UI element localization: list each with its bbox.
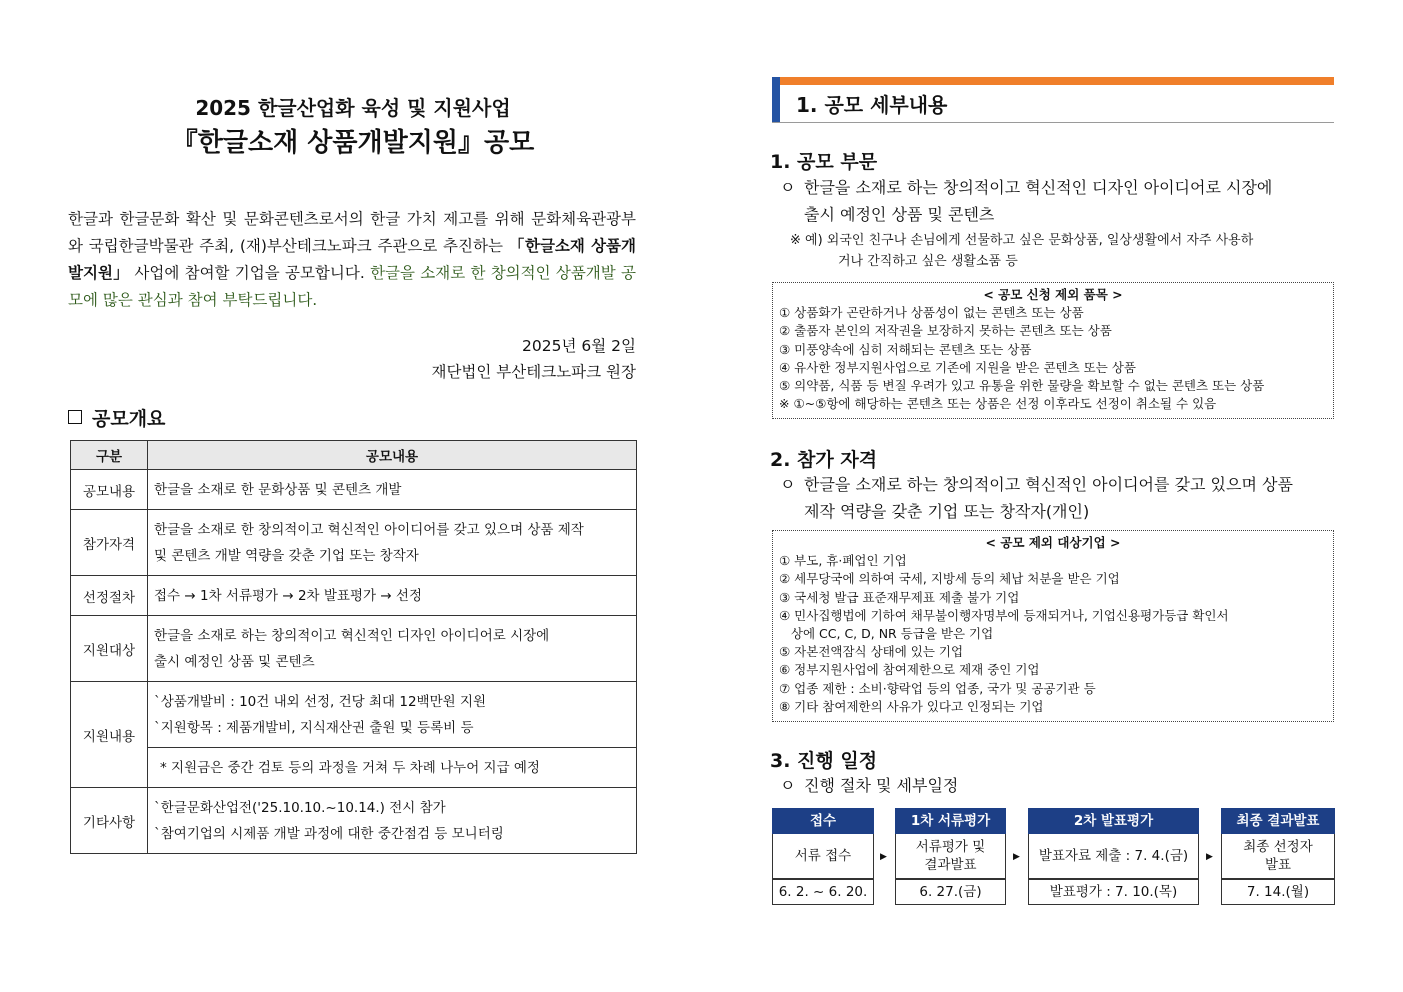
- schedule-step-final: [1221, 808, 1335, 905]
- list-item: ⑤ 자본전액잠식 상태에 있는 기업: [779, 644, 964, 660]
- note-line: ※ 예) 외국인 친구나 손님에게 선물하고 싶은 문화상품, 일상생활에서 자주 사용하: [790, 233, 1254, 248]
- list-item: 상에 CC, C, D, NR 등급을 받은 기업: [779, 626, 994, 642]
- row-value-line: 및 콘텐츠 개발 역량을 갖춘 기업 또는 창작자: [154, 547, 419, 564]
- list-item: ⑤ 의약품, 식품 등 변질 우려가 있고 유통을 위한 물량을 확보할 수 없는 콘텐츠 또는 상품: [779, 378, 1265, 394]
- list-item: ② 세무당국에 의하여 국세, 지방세 등의 체납 처분을 받은 기업: [779, 571, 1120, 587]
- step-body-line: 최종 선정자: [1243, 839, 1313, 855]
- step-header: 최종 결과발표: [1221, 808, 1335, 834]
- announcement-date: 2025년 6월 2일: [522, 337, 636, 355]
- step-date: 7. 14.(월): [1221, 879, 1335, 905]
- list-item: ③ 미풍양속에 심히 저해되는 콘텐츠 또는 상품: [779, 341, 1032, 357]
- list-item: ④ 민사집행법에 기하여 채무불이행자명부에 등재되거나, 기업신용평가등급 확인서: [779, 607, 1229, 623]
- arrow-right-icon: ▶: [1013, 852, 1020, 862]
- list-item: ⑦ 업종 제한 : 소비·향락업 등의 업종, 국가 및 공공기관 등: [779, 680, 1096, 696]
- list-item: ⑥ 정부지원사업에 참여제한으로 제재 중인 기업: [779, 662, 1040, 678]
- example-note: [790, 230, 1338, 272]
- box-title: < 공모 제외 대상기업 >: [985, 535, 1121, 550]
- organization-name: 재단법인 부산테크노파크 원장: [431, 363, 636, 381]
- row-value-line: ˋ상품개발비 : 10건 내외 선정, 건당 최대 12백만원 지원: [154, 693, 487, 710]
- excluded-items-box: [772, 282, 1334, 419]
- row-key: 지원대상: [71, 616, 148, 682]
- square-bullet-icon: [68, 410, 82, 424]
- doc-title-line1: 2025 한글산업화 육성 및 지원사업: [195, 96, 511, 120]
- subsection-2-bullet: [780, 471, 1340, 525]
- section-underline: [772, 122, 1334, 123]
- subsection-heading-3: 3. 진행 일정: [770, 750, 878, 772]
- overview-heading: [68, 404, 165, 431]
- step-body: 서류 접수: [772, 834, 874, 879]
- overview-title: 공모개요: [92, 408, 166, 430]
- table-row: [71, 616, 637, 682]
- intro-part2: 사업에 참여할 기업을 공모합니다.: [129, 264, 371, 282]
- row-value-line: 한글을 소재로 하는 창의적이고 혁신적인 디자인 아이디어로 시장에: [154, 627, 550, 644]
- subsection-1-bullet: [780, 174, 1340, 228]
- row-key: 기타사항: [71, 788, 148, 854]
- list-item: ④ 유사한 정부지원사업으로 기존에 지원을 받은 콘텐츠 또는 상품: [779, 359, 1136, 375]
- doc-title-line2: 『한글소재 상품개발지원』공모: [171, 128, 535, 158]
- list-item: ② 출품자 본인의 저작권을 보장하지 못하는 콘텐츠 또는 상품: [779, 323, 1112, 339]
- list-item: ① 상품화가 곤란하거나 상품성이 없는 콘텐츠 또는 상품: [779, 305, 1084, 321]
- table-row: [71, 576, 637, 616]
- row-value: [148, 510, 637, 576]
- step-body-line: 서류평가 및: [915, 839, 986, 855]
- intro-paragraph: [68, 206, 636, 314]
- step-body-line: 발표: [1264, 857, 1292, 873]
- list-item: ※ ①~⑤항에 해당하는 콘텐츠 또는 상품은 선정 이후라도 선정이 취소될 수 있음: [779, 396, 1217, 412]
- arrow-right-icon: ▶: [1206, 852, 1213, 862]
- bullet-line: 출시 예정인 상품 및 콘텐츠: [804, 205, 995, 224]
- bullet-text: 한글을 소재로 하는 창의적이고 혁신적인 디자인 아이디어로 시장에: [804, 178, 1273, 197]
- row-note: * 지원금은 중간 검토 등의 과정을 거쳐 두 차례 나누어 지급 예정: [148, 748, 637, 788]
- schedule-step-receipt: [772, 808, 874, 905]
- bullet-text: 진행 절차 및 세부일정: [804, 776, 959, 795]
- table-row: [71, 788, 637, 854]
- overview-table: [70, 440, 637, 854]
- table-row: [71, 682, 637, 748]
- table-row: [71, 748, 637, 788]
- row-key: 공모내용: [71, 470, 148, 510]
- bullet-line: [780, 471, 1340, 498]
- step-header: 2차 발표평가: [1028, 808, 1199, 834]
- section-title: 1. 공모 세부내용: [796, 93, 948, 117]
- step-date: 6. 2. ~ 6. 20.: [772, 879, 874, 905]
- list-item: ① 부도, 휴·폐업인 기업: [779, 553, 907, 569]
- table-header-cell: 공모내용: [148, 441, 637, 470]
- step-header: 접수: [772, 808, 874, 834]
- row-value: 한글을 소재로 한 문화상품 및 콘텐츠 개발: [148, 470, 637, 510]
- step-body: [1221, 834, 1335, 879]
- subsection-heading-1: 1. 공모 부문: [770, 151, 878, 173]
- table-row: [71, 470, 637, 510]
- list-item: ⑧ 기타 참여제한의 사유가 있다고 인정되는 기업: [779, 698, 1044, 714]
- list-item: ③ 국세청 발급 표준재무제표 제출 불가 기업: [779, 589, 1020, 605]
- bullet-mark: ㅇ: [780, 178, 796, 197]
- step-body: [895, 834, 1006, 879]
- step-body-line: 결과발표: [924, 857, 977, 873]
- bullet-line: [780, 174, 1340, 201]
- note-line: 거나 간직하고 싶은 생활소품 등: [838, 254, 1018, 269]
- table-header-row: [71, 441, 637, 470]
- row-key: 지원내용: [71, 682, 148, 788]
- schedule-step-presentation: [1028, 808, 1199, 905]
- subsection-heading-2: 2. 참가 자격: [770, 449, 878, 471]
- bullet-mark: ㅇ: [780, 475, 796, 494]
- bullet-line: 제작 역량을 갖춘 기업 또는 창작자(개인): [804, 502, 1090, 521]
- step-header: 1차 서류평가: [895, 808, 1006, 834]
- bullet-mark: ㅇ: [780, 776, 796, 795]
- step-date: 발표평가 : 7. 10.(목): [1028, 879, 1199, 905]
- blue-accent-bar: [772, 77, 780, 122]
- row-value: [148, 682, 637, 748]
- intro-highlight: 「한글소재 상품개발지원」: [68, 237, 636, 282]
- arrow-right-icon: ▶: [880, 852, 887, 862]
- row-value-line: ˋ지원항목 : 제품개발비, 지식재산권 출원 및 등록비 등: [154, 719, 474, 736]
- row-value-line: 출시 예정인 상품 및 콘텐츠: [154, 653, 315, 670]
- row-value-line: 한글을 소재로 한 창의적이고 혁신적인 아이디어를 갖고 있으며 상품 제작: [154, 521, 584, 538]
- schedule-step-document-review: [895, 808, 1006, 905]
- row-key: 선정절차: [71, 576, 148, 616]
- row-value: 접수 → 1차 서류평가 → 2차 발표평가 → 선정: [148, 576, 637, 616]
- step-date: 6. 27.(금): [895, 879, 1006, 905]
- intro-part3: 한글을 소재로 한 창의적인 상품개발 공모에 많은 관심과 참여 부탁드립니다.: [68, 264, 637, 309]
- intro-part1: 한글과 한글문화 확산 및 문화콘텐츠로서의 한글 가치 제고를 위해 문화체육관광부와 국립한글박물관 주최, (재)부산테크노파크 주관으로 추진하는: [68, 210, 636, 255]
- excluded-companies-box: [772, 530, 1334, 722]
- subsection-3-bullet: [780, 772, 958, 799]
- orange-rule: [772, 77, 1334, 85]
- table-header-cell: 구분: [71, 441, 148, 470]
- box-title: < 공모 신청 제외 품목 >: [983, 287, 1123, 302]
- row-value-line: ˋ한글문화산업전('25.10.10.~10.14.) 전시 참가: [154, 799, 446, 816]
- table-row: [71, 510, 637, 576]
- bullet-text: 한글을 소재로 하는 창의적이고 혁신적인 아이디어를 갖고 있으며 상품: [804, 475, 1293, 494]
- row-value: [148, 616, 637, 682]
- row-value: [148, 788, 637, 854]
- row-value-line: ˋ참여기업의 시제품 개발 과정에 대한 중간점검 등 모니터링: [154, 825, 504, 842]
- step-body: 발표자료 제출 : 7. 4.(금): [1028, 834, 1199, 879]
- row-key: 참가자격: [71, 510, 148, 576]
